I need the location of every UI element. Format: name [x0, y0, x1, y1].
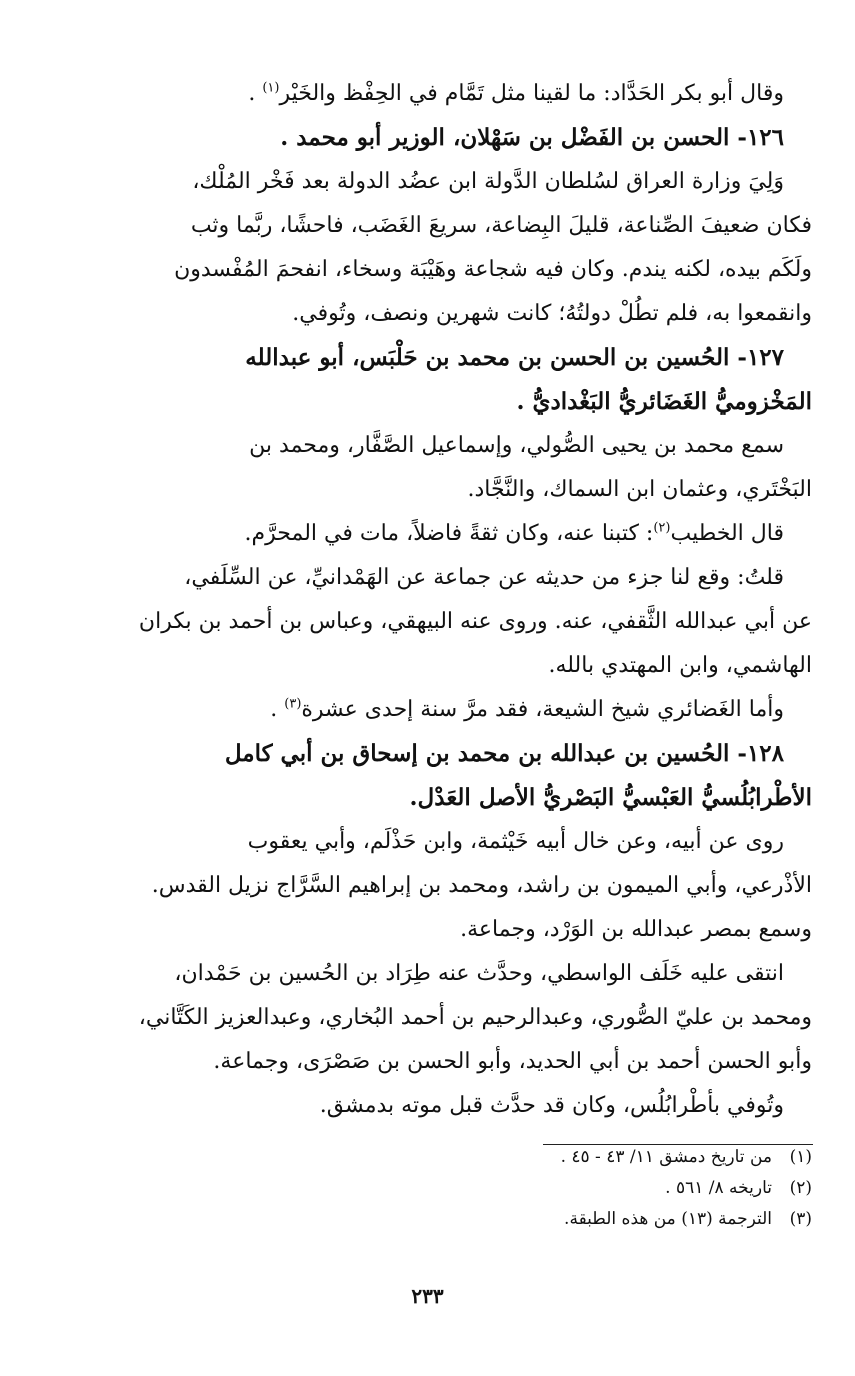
text-line: الهاشمي، وابن المهتدي بالله. — [548, 653, 812, 678]
footnote-item: (٣)الترجمة (١٣) من هذه الطبقة. — [564, 1209, 812, 1229]
text-line: روى عن أبيه، وعن خال أبيه خَيْثمة، وابن حَذْلَم، وأبي يعقوب — [247, 829, 784, 854]
text-line: وانقمعوا به، فلم تطُلْ دولتُهُ؛ كانت شهرين ونصف، وتُوفي. — [292, 301, 812, 326]
text-line: وأما الغَضائري شيخ الشيعة، فقد مرَّ سنة إحدى عشرة$^{(٣)}$ . — [270, 696, 784, 722]
entry-heading-128: ١٢٨- الحُسين بن عبدالله بن محمد بن إسحاق بن أبي كامل — [224, 740, 784, 767]
text-line: وسمع بمصر عبدالله بن الوَرْد، وجماعة. — [460, 917, 812, 942]
footnotes — [70, 1142, 812, 1235]
text-line: وتُوفي بأطْرابُلُس، وكان قد حدَّث قبل موته بدمشق. — [319, 1093, 784, 1118]
entry-heading-127: ١٢٧- الحُسين بن الحسن بن محمد بن حَلْبَس، أبو عبدالله — [245, 344, 784, 371]
footnote-ref: (١) — [262, 80, 280, 96]
footnote-ref: (٣) — [284, 696, 302, 712]
text-line: ومحمد بن عليّ الصُّوري، وعبدالرحيم بن أحمد البُخاري، وعبدالعزيز الكَتَّاني، — [138, 1005, 812, 1030]
text-line: وَلِيَ وزارة العراق لسُلطان الدَّولة ابن عضُد الدولة بعد فَخْر المُلْك، — [192, 169, 784, 194]
text-line: انتقى عليه خَلَف الواسطي، وحدَّث عنه طِرَاد بن الحُسين بن حَمْدان، — [174, 961, 784, 986]
text-line: وأبو الحسن أحمد بن أبي الحديد، وأبو الحسن بن صَصْرَى، وجماعة. — [213, 1049, 812, 1074]
page-number: ٢٣٣ — [411, 1284, 444, 1308]
footnote-item: (٢)تاريخه ٨/ ٥٦١ . — [665, 1178, 812, 1198]
entry-heading-128-cont: الأطْرابُلُسيُّ العَبْسيُّ البَصْريُّ الأصل العَدْل. — [409, 784, 812, 811]
entry-heading-126: ١٢٦- الحسن بن الفَضْل بن سَهْلان، الوزير أبو محمد . — [280, 124, 784, 151]
text-line: الأذْرعي، وأبي الميمون بن راشد، ومحمد بن إبراهيم السَّرَّاج نزيل القدس. — [151, 873, 812, 898]
text-line: البَخْتَري، وعثمان ابن السماك، والنَّجَّاد. — [467, 477, 812, 502]
text-line: فكان ضعيفَ الصِّناعة، قليلَ البِضاعة، سريعَ الغَضَب، فاحشًا، ربَّما وثب — [190, 213, 812, 238]
text-line: عن أبي عبدالله الثَّقفي، عنه. وروى عنه البيهقي، وعباس بن أحمد بن بكران — [138, 609, 812, 634]
footnote-item: (١)من تاريخ دمشق ١١/ ٤٣ - ٤٥ . — [560, 1147, 812, 1167]
main-text — [70, 72, 812, 1128]
text-line: ولَكَم بيده، لكنه يندم. وكان فيه شجاعة وهَيْبَة وسخاء، انفحمَ المُفْسدون — [174, 257, 812, 282]
text-line: قال الخطيب$^{(٢)}$: كتبنا عنه، وكان ثقةً فاضلاً، مات في المحرَّم. — [244, 520, 784, 546]
text-line: وقال أبو بكر الحَدَّاد: ما لقينا مثل تَمَّام في الحِفْظ والخَيْر$^{(١)}$ . — [248, 80, 784, 106]
text-line: قلتُ: وقع لنا جزء من حديثه عن جماعة عن الهَمْدانيِّ، عن السِّلَفي، — [184, 565, 784, 590]
entry-heading-127-cont: المَخْزوميُّ الغَضَائريُّ البَغْداديُّ . — [516, 388, 812, 415]
footnote-ref: (٢) — [653, 520, 671, 536]
text-line: سمع محمد بن يحيى الصُّولي، وإسماعيل الصَّفَّار، ومحمد بن — [249, 433, 784, 458]
